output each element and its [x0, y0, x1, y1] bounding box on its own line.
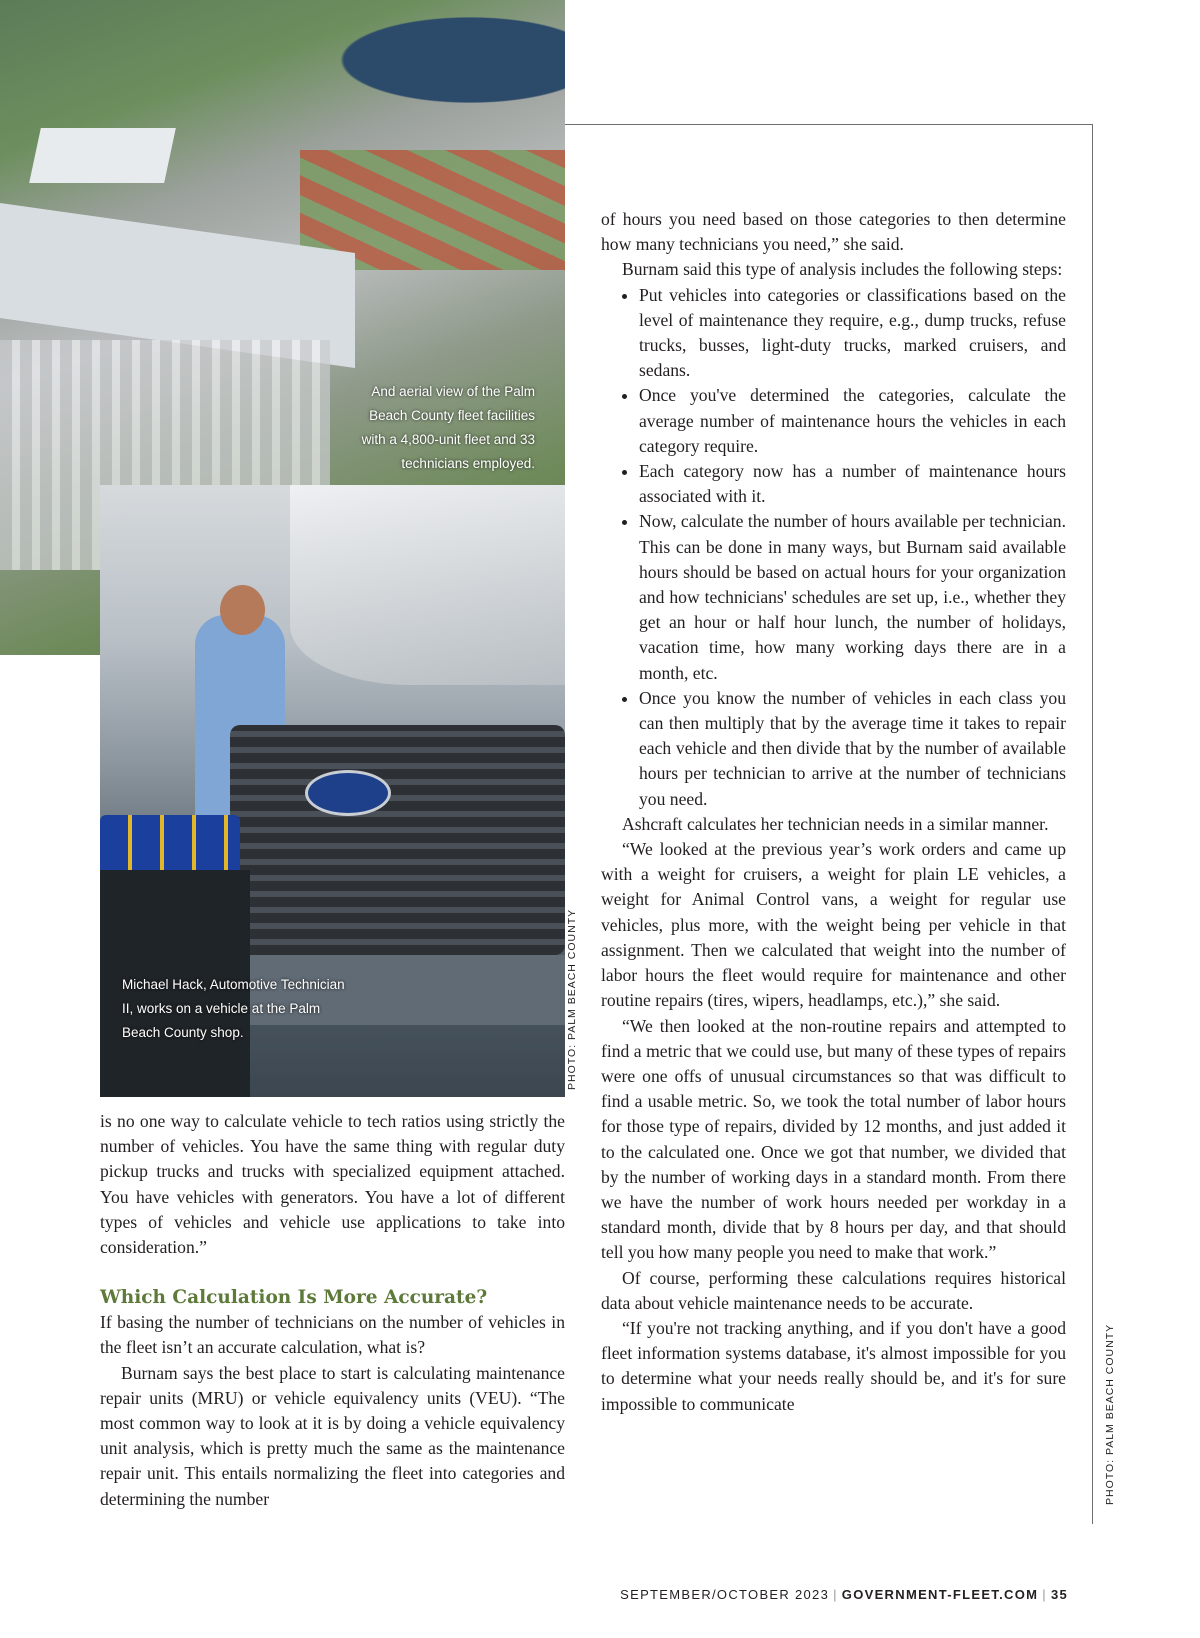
shop-photo	[100, 485, 565, 1097]
section-heading: Which Calculation Is More Accurate?	[100, 1287, 488, 1309]
steps-list	[601, 283, 1066, 812]
body-paragraph: “We looked at the previous year’s work orders and came up with a weight for cruisers, a weight for plain LE vehicles, a weight for Animal Control vans, a weight for regular use vehicles, plus more, with the weight being per vehicle in that assignment. Then we calculated that weight into the number of labor hours the fleet would require for maintenance and other routine repairs (tires, wipers, headlamps, etc.),” she said.	[601, 839, 1066, 1011]
issue-date: SEPTEMBER/OCTOBER 2023	[620, 1587, 830, 1602]
aerial-photo-credit: PHOTO: PALM BEACH COUNTY	[1104, 1323, 1116, 1505]
site-link[interactable]: GOVERNMENT-FLEET.COM	[841, 1587, 1039, 1602]
list-item: • Now, calculate the number of hours available per technician. This can be done in many ways, but Burnam said available hours should be based on actual hours for your organization and how technicians' schedules are set up, i.e., whether they get an hour or half hour lunch, the number of holidays, vacation time, how many working days there are in a month, etc.	[639, 509, 1066, 685]
aerial-photo-caption: And aerial view of the Palm Beach County fleet facilities with a 4,800-unit fleet and 33 technicians employed.	[361, 384, 535, 471]
list-item: • Put vehicles into categories or classifications based on the level of maintenance they require, e.g., dump trucks, refuse trucks, busses, light-duty trucks, marked cruisers, and sedans.	[639, 283, 1066, 384]
sidebar-top-rule	[565, 124, 1093, 125]
right-column	[601, 207, 1066, 1417]
body-paragraph: Ashcraft calculates her technician needs in a similar manner.	[622, 813, 1049, 834]
page-footer: SEPTEMBER/OCTOBER 2023 | GOVERNMENT-FLEET.COM | 35	[620, 1587, 1068, 1602]
list-item: • Once you've determined the categories, calculate the average number of maintenance hours the vehicles in each category require.	[639, 383, 1066, 459]
shop-photo-credit: PHOTO: PALM BEACH COUNTY	[566, 908, 578, 1090]
list-item: • Once you know the number of vehicles in each class you can then multiply that by the average time it takes to repair each vehicle and then divide that by the number of available hours per technician to arrive at the number of technicians you need.	[639, 686, 1066, 812]
ford-logo-icon	[305, 770, 391, 816]
body-paragraph: Burnam said this type of analysis includes the following steps:	[622, 259, 1063, 280]
body-paragraph: Burnam says the best place to start is calculating maintenance repair units (MRU) or vehicle equivalency units (VEU). “The most common way to look at it is by doing a vehicle equivalency unit analysis, which is pretty much the same as the maintenance repair unit. This entails normalizing the fleet into categories and determining the number	[100, 1362, 565, 1509]
body-paragraph: is no one way to calculate vehicle to tech ratios using strictly the number of vehicles. You have the same thing with regular duty pickup trucks and trucks with specialized equipment attached. You have vehicles with generators. You have a lot of different types of vehicles and vehicle use applications to take into consideration.”	[100, 1111, 565, 1258]
body-paragraph: of hours you need based on those categories to then determine how many technicians you need,” she said.	[601, 209, 1066, 255]
aerial-building-roof	[29, 128, 176, 183]
list-item: • Each category now has a number of maintenance hours associated with it.	[639, 459, 1066, 509]
left-column	[100, 1109, 565, 1512]
page-number: 35	[1050, 1587, 1068, 1602]
technician-head	[220, 585, 265, 635]
body-paragraph: “If you're not tracking anything, and if you don't have a good fleet information systems database, it's almost impossible for you to determine what your needs really should be, and it's for sure impossible to communicate	[601, 1317, 1066, 1414]
truck-hood	[290, 485, 565, 685]
truck-grille	[230, 725, 565, 955]
body-paragraph: If basing the number of technicians on the number of vehicles in the fleet isn’t an accurate calculation, what is?	[100, 1312, 565, 1358]
body-paragraph: “We then looked at the non-routine repairs and attempted to find a metric that we could use, but many of these types of repairs were one offs of unusual circumstances so that was difficult to find a usable metric. So, we took the total number of labor hours for those type of repairs, divided by 12 months, and just added it to the calculated one. Once we got that number, we divided that by the number of working days in a standard month. From there we have the number of work hours needed per workday in a standard month, divide that by 8 hours per day, and that should tell you how many people you need to make that work.”	[601, 1015, 1066, 1263]
body-paragraph: Of course, performing these calculations requires historical data about vehicle maintenance needs to be accurate.	[601, 1267, 1066, 1313]
shop-photo-caption: Michael Hack, Automotive Technician II, works on a vehicle at the Palm Beach County shop.	[122, 977, 345, 1040]
sidebar-right-rule	[1092, 124, 1093, 1524]
